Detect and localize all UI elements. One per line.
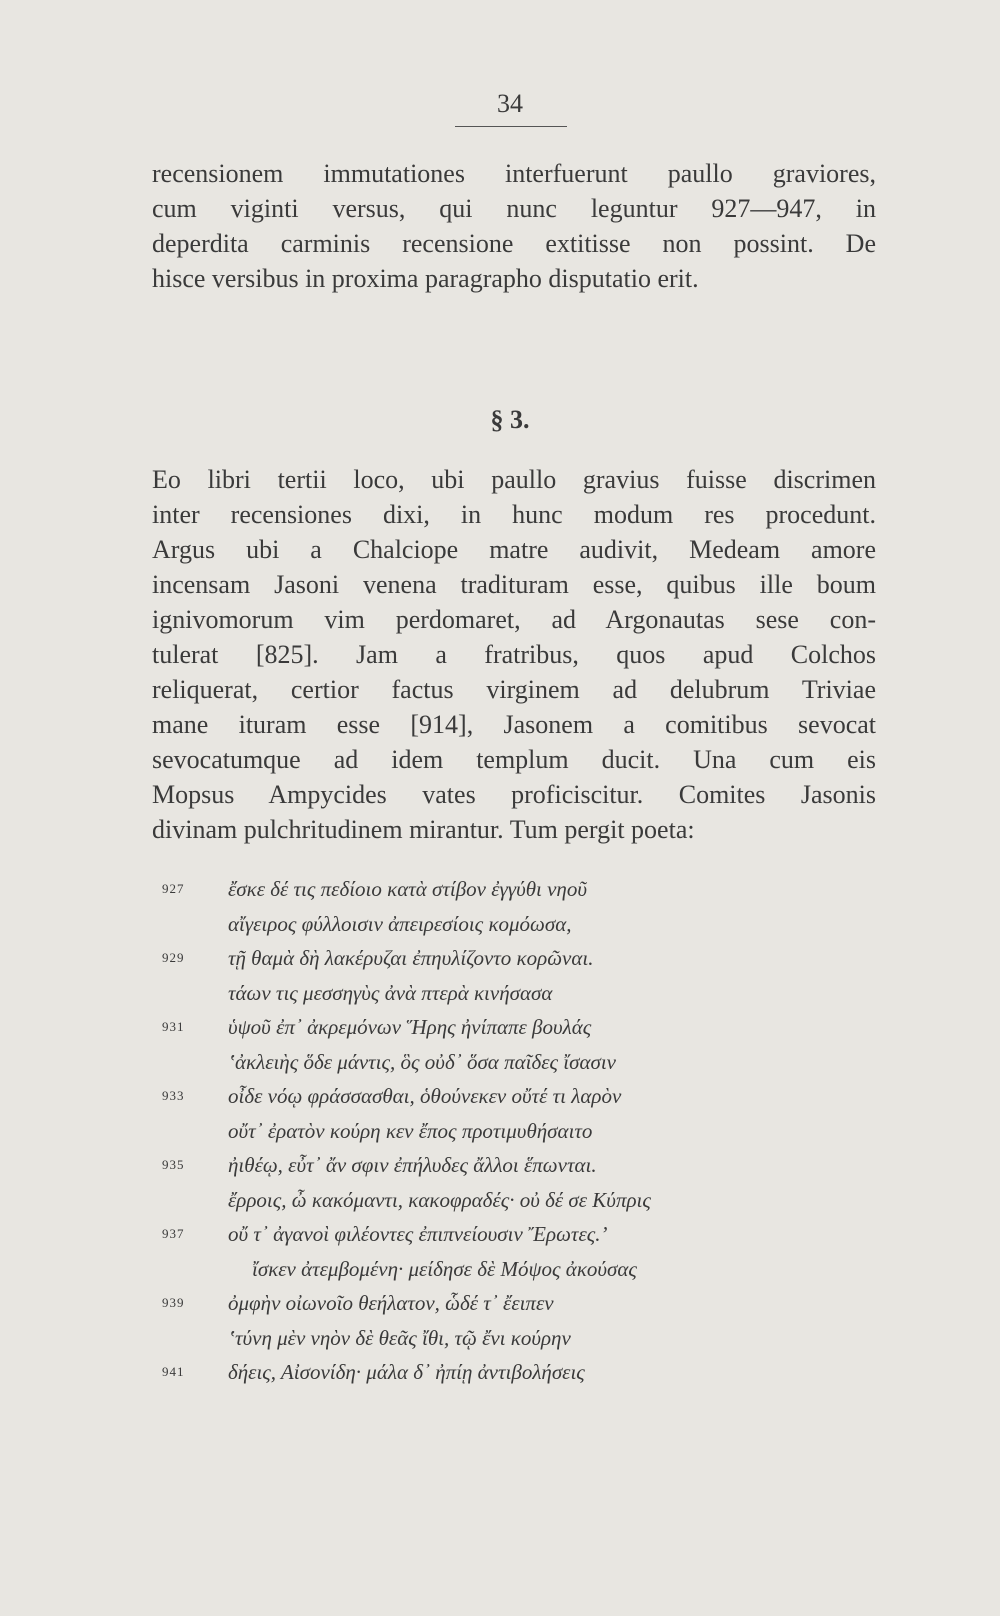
text-line: mane ituram esse [914], Jasonem a comitibus sevocat [152,710,876,739]
verse-number: 937 [162,1226,185,1241]
text-line: hisce versibus in proxima paragrapho disputatio erit. [152,264,699,293]
verse-line [0,872,1000,907]
verse-number: 927 [162,881,185,896]
verse-number: 939 [162,1295,185,1310]
text-line: Argus ubi a Chalciope matre audivit, Medeam amore [152,535,876,564]
verse-number: 935 [162,1157,185,1172]
verse-text: ἠιθέῳ, εὖτ᾽ ἄν σφιν ἐπήλυδες ἄλλοι ἕπωνται. [228,1153,597,1177]
verse-number: 931 [162,1019,185,1034]
text-line: incensam Jasoni venena tradituram esse, quibus ille boum [152,570,876,599]
verse-text: οὔ τ᾽ ἀγανοὶ φιλέοντες ἐπιπνείουσιν Ἔρωτες.ʼ [228,1222,608,1246]
verse-line [0,1217,1000,1252]
verse-line [0,941,1000,976]
verse-quotation [0,872,1000,1390]
text-line: cum viginti versus, qui nunc leguntur 927—947, in [152,194,876,223]
text-line: deperdita carminis recensione extitisse non possint. De [152,229,876,258]
page-number: 34 [497,89,523,118]
text-line: tulerat [825]. Jam a fratribus, quos apud Colchos [152,640,876,669]
verse-text: αἴγειρος φύλλοισιν ἀπειρεσίοις κομόωσα, [228,911,572,936]
text-line: sevocatumque ad idem templum ducit. Una cum eis [152,745,876,774]
verse-text: ἔρροις, ὦ κακόμαντι, κακοφραδές· οὐ δέ σε Κύπρις [228,1187,651,1212]
text-line: reliquerat, certior factus virginem ad delubrum Triviae [152,675,876,704]
section-heading: § 3. [490,405,530,434]
verse-line [0,907,1000,942]
verse-line [0,1148,1000,1183]
paragraph-section-3 [152,462,876,847]
text-line: inter recensiones dixi, in hunc modum res procedunt. [152,500,876,529]
verse-text: τῇ θαμὰ δὴ λακέρυζαι ἐπηυλίζοντο κορῶναι. [228,946,594,970]
text-line: recensionem immutationes interfuerunt paullo graviores, [152,159,876,188]
verse-text: ὀμφὴν οἰωνοῖο θεήλατον, ὧδέ τ᾽ ἔειπεν [228,1291,554,1315]
verse-text: δήεις, Αἰσονίδη· μάλα δ᾽ ἠπίῃ ἀντιβολήσεις [228,1360,585,1384]
text-line: ignivomorum vim perdomaret, ad Argonautas sese con- [152,605,876,634]
text-line: Eo libri tertii loco, ubi paullo gravius fuisse discrimen [152,465,876,494]
verse-line [0,1010,1000,1045]
verse-number: 933 [162,1088,185,1103]
verse-text: ʽἀκλειὴς ὅδε μάντις, ὃς οὐδ᾽ ὅσα παῖδες ἴσασιν [228,1049,616,1074]
verse-line [0,1286,1000,1321]
verse-text: ʽτύνη μὲν νηὸν δὲ θεᾶς ἴθι, τῷ ἔνι κούρην [228,1325,571,1350]
verse-line [0,1321,1000,1356]
verse-text: τάων τις μεσσηγὺς ἀνὰ πτερὰ κινήσασα [228,980,553,1005]
verse-line [0,1183,1000,1218]
verse-line [0,1114,1000,1149]
verse-number: 929 [162,950,185,965]
paragraph-continuation [152,156,876,296]
page-number-rule [455,126,567,127]
verse-number: 941 [162,1364,185,1379]
verse-line [0,1045,1000,1080]
verse-line [0,1355,1000,1390]
verse-line [0,1252,1000,1287]
verse-text: οἶδε νόῳ φράσσασθαι, ὁθούνεκεν οὔτέ τι λαρὸν [228,1084,622,1108]
text-line: divinam pulchritudinem mirantur. Tum pergit poeta: [152,815,695,844]
text-line: Mopsus Ampycides vates proficiscitur. Comites Jasonis [152,780,876,809]
verse-line [0,1079,1000,1114]
verse-text: οὔτ᾽ ἐρατὸν κούρη κεν ἔπος προτιμυθήσαιτο [228,1118,593,1143]
verse-text: ὑψοῦ ἐπ᾽ ἀκρεμόνων Ἥρης ἠνίπαπε βουλάς [228,1015,592,1039]
verse-text: ἔσκε δέ τις πεδίοιο κατὰ στίβον ἐγγύθι νηοῦ [228,877,587,901]
verse-line [0,976,1000,1011]
verse-text: ἴσκεν ἀτεμβομένη· μείδησε δὲ Μόψος ἀκούσας [252,1256,637,1281]
